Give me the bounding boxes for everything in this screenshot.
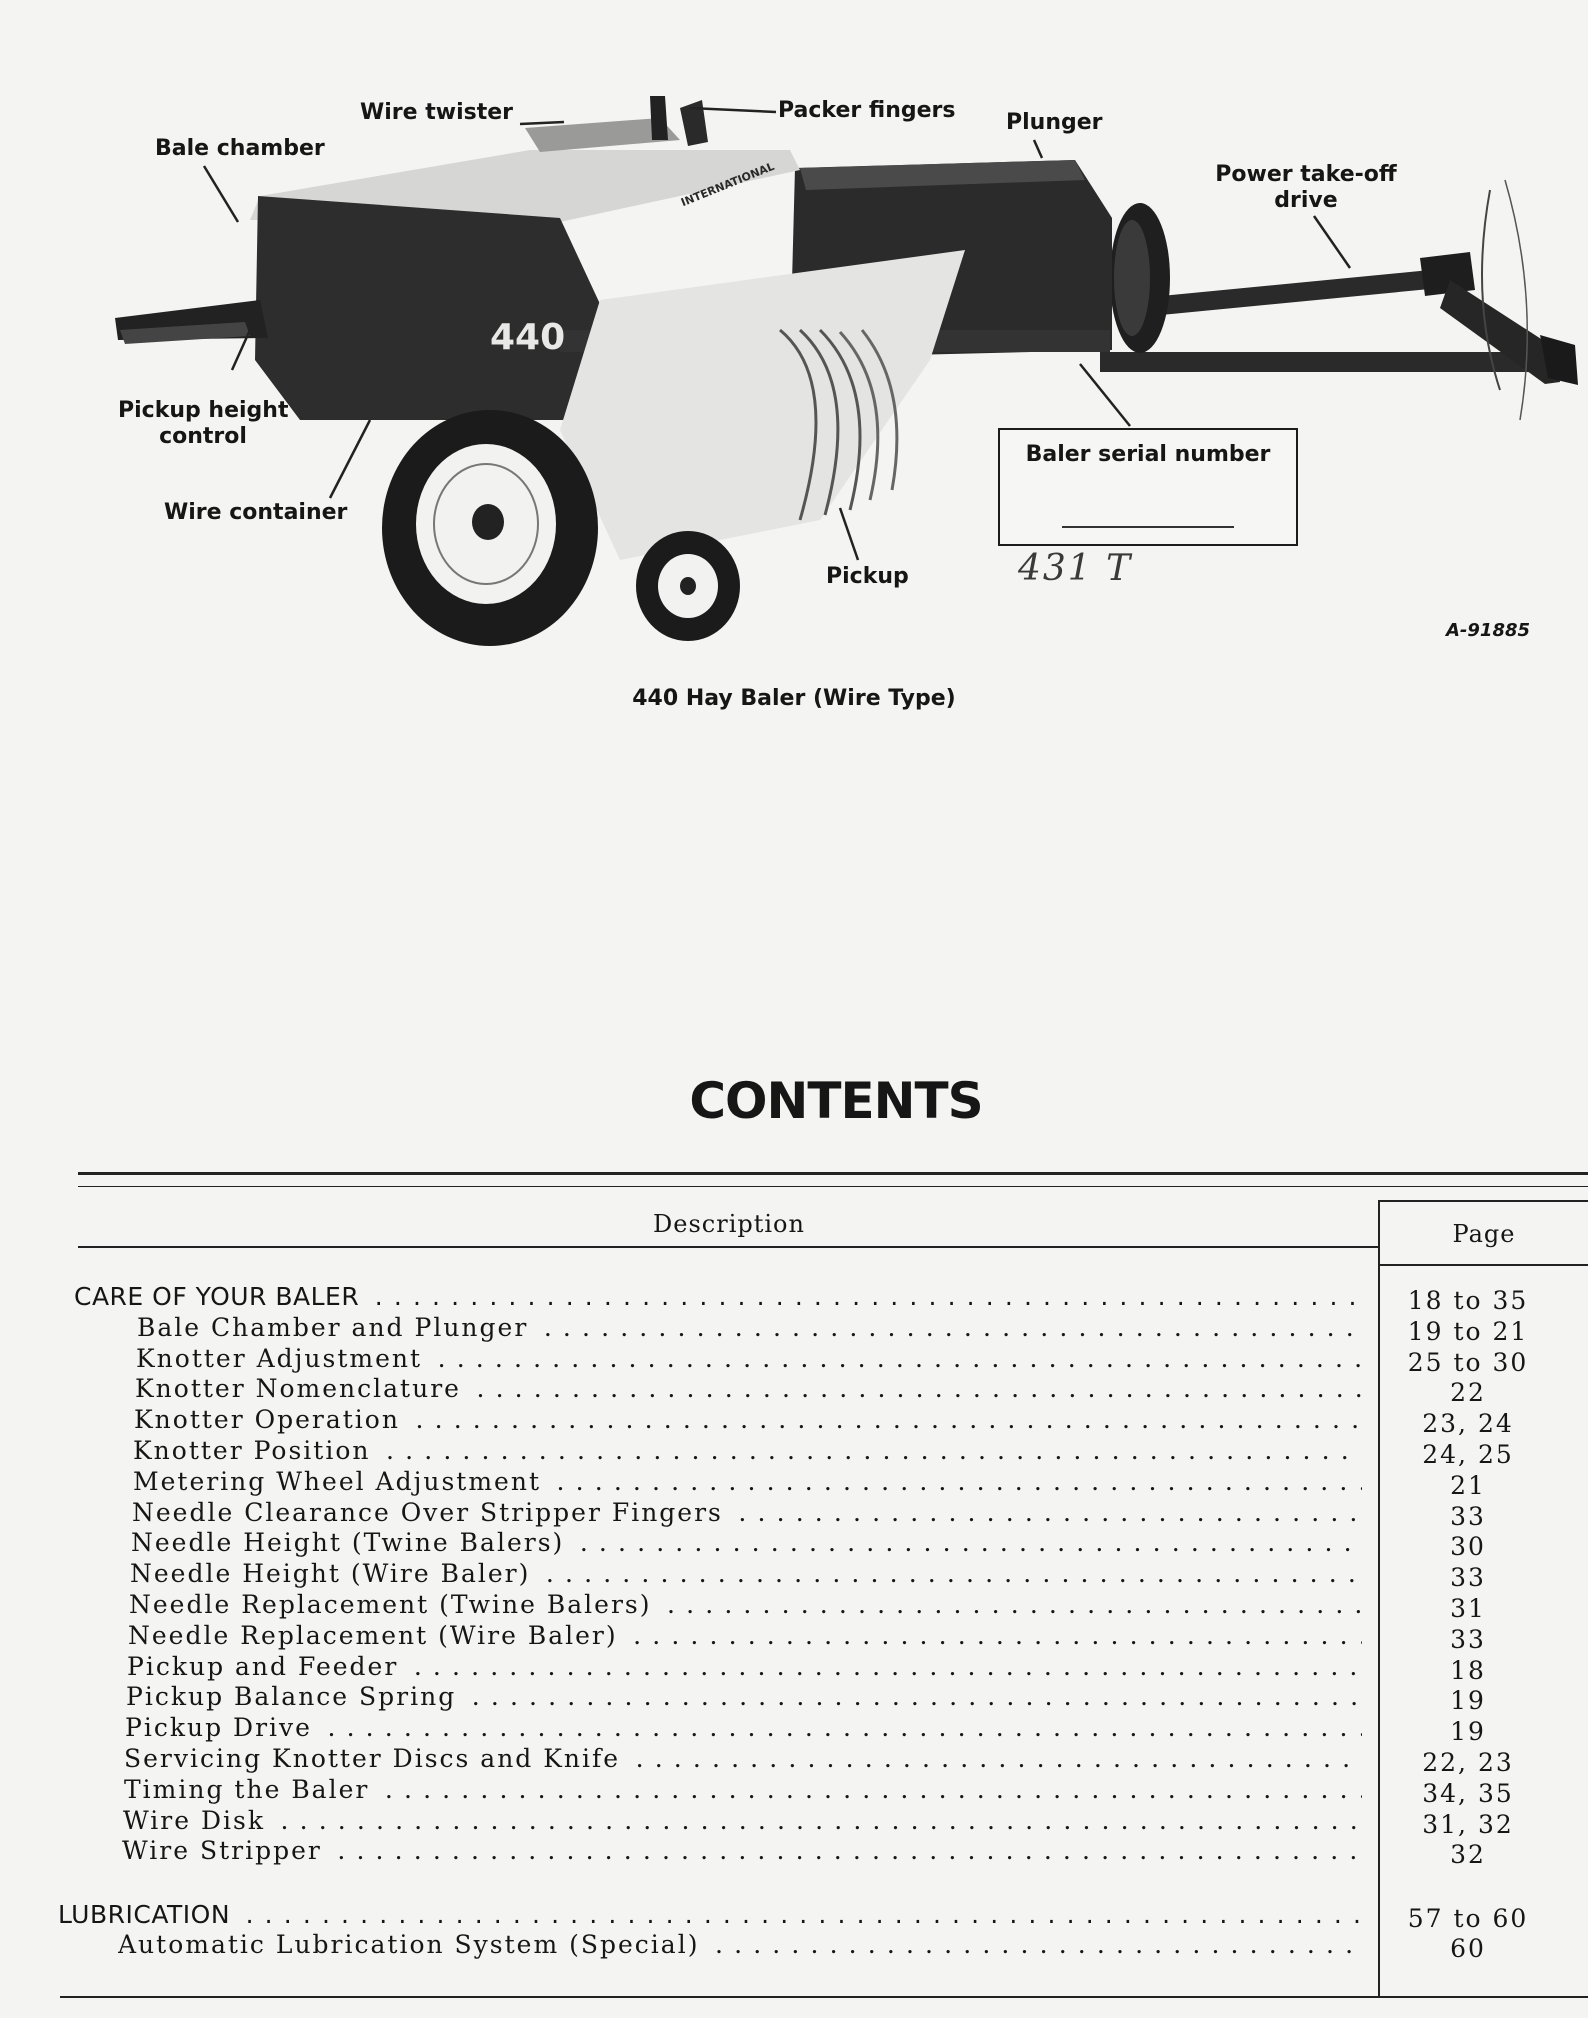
contents-entry-page: 19 to 21: [1407, 1316, 1529, 1346]
brand-lettering: INTERNATIONAL: [679, 159, 777, 210]
contents-entry-description: [128, 1621, 1362, 1651]
callout-power-takeoff-line1: Power take-off: [1215, 162, 1397, 187]
contents-entry-description: [133, 1436, 1362, 1466]
callout-pickup-height-line2: control: [159, 424, 247, 449]
contents-entry-page: 33: [1450, 1501, 1486, 1531]
contents-entry-description: [129, 1590, 1362, 1620]
contents-entry-label: Pickup Balance Spring: [126, 1682, 462, 1711]
contents-entry-page: 21: [1450, 1470, 1486, 1500]
contents-entry-description: [136, 1344, 1362, 1374]
table-top-rule: [78, 1172, 1588, 1175]
contents-entry-row: [0, 1774, 1588, 1808]
contents-entry-label: CARE OF YOUR BALER: [74, 1282, 365, 1311]
baler-illustration: [0, 0, 1588, 740]
contents-section-row: [0, 1282, 1588, 1315]
callout-pickup-height-line1: Pickup height: [118, 398, 289, 423]
contents-entry-label: Wire Disk: [123, 1806, 271, 1835]
contents-entry-page: 22: [1450, 1378, 1486, 1408]
contents-entry-description: [122, 1836, 1362, 1866]
contents-entry-page: 34, 35: [1422, 1778, 1514, 1808]
contents-entry-label: Knotter Position: [133, 1436, 377, 1465]
contents-entry-page: 18: [1450, 1655, 1486, 1685]
contents-entry-description: [58, 1900, 1362, 1930]
column-header-page: Page: [1452, 1220, 1516, 1248]
contents-entry-page: 32: [1450, 1840, 1486, 1870]
contents-entry-label: Pickup Drive: [125, 1713, 318, 1742]
contents-title: CONTENTS: [689, 1072, 983, 1130]
contents-entry-row: [0, 1312, 1588, 1346]
page-column-top-rule: [1378, 1200, 1588, 1202]
contents-entry-row: [0, 1620, 1588, 1654]
contents-entry-label: Needle Height (Wire Baler): [130, 1559, 536, 1588]
contents-entry-row: [0, 1497, 1588, 1531]
contents-entry-page: 31, 32: [1422, 1809, 1514, 1839]
contents-entry-description: [134, 1405, 1362, 1435]
contents-entry-label: Metering Wheel Adjustment: [133, 1467, 547, 1496]
contents-entry-label: Timing the Baler: [124, 1775, 375, 1804]
callout-pickup-height: [118, 398, 288, 450]
contents-entry-page: 19: [1450, 1686, 1486, 1716]
contents-entry-description: [127, 1652, 1362, 1682]
contents-entry-page: 19: [1450, 1717, 1486, 1747]
callout-bale-chamber: Bale chamber: [155, 136, 325, 161]
contents-entry-label: Bale Chamber and Plunger: [137, 1313, 534, 1342]
contents-entry-description: [124, 1744, 1362, 1774]
callout-pickup: Pickup: [826, 564, 909, 589]
callout-wire-twister: Wire twister: [360, 100, 514, 125]
contents-entry-row: [0, 1682, 1588, 1716]
contents-entry-page: 60: [1450, 1934, 1486, 1963]
contents-entry-description: [74, 1282, 1362, 1312]
contents-entry-label: Knotter Adjustment: [136, 1344, 428, 1373]
contents-entry-description: [137, 1313, 1362, 1343]
contents-entry-label: Needle Clearance Over Stripper Fingers: [132, 1498, 729, 1527]
contents-entry-row: [0, 1466, 1588, 1500]
contents-entry-row: [0, 1559, 1588, 1593]
contents-entry-page: 24, 25: [1422, 1440, 1514, 1469]
contents-entry-description: [118, 1930, 1362, 1960]
serial-number-label: Baler serial number: [1025, 442, 1271, 467]
contents-entry-page: 18 to 35: [1407, 1286, 1529, 1315]
contents-entry-label: Needle Replacement (Wire Baler): [128, 1621, 624, 1650]
contents-entry-row: [0, 1744, 1588, 1777]
contents-entry-row: [0, 1713, 1588, 1747]
contents-entry-page: 23, 24: [1422, 1409, 1514, 1439]
contents-entry-description: [126, 1682, 1362, 1712]
contents-entry-row: [0, 1651, 1588, 1685]
callout-power-takeoff: [1206, 162, 1406, 214]
contents-entry-label: Knotter Operation: [134, 1405, 406, 1434]
contents-entry-label: Needle Replacement (Twine Balers): [129, 1590, 658, 1619]
contents-entry-description: [135, 1374, 1362, 1404]
contents-entry-page: 57 to 60: [1407, 1904, 1529, 1933]
contents-entry-page: 25 to 30: [1407, 1347, 1529, 1377]
table-top-rule-thin: [78, 1186, 1588, 1187]
contents-entry-page: 22, 23: [1422, 1748, 1514, 1777]
callout-packer-fingers: Packer fingers: [778, 98, 956, 123]
contents-entry-description: [132, 1498, 1362, 1528]
table-bottom-rule: [60, 1996, 1588, 1998]
contents-entry-row: [0, 1930, 1588, 1963]
figure-caption: 440 Hay Baler (Wire Type): [632, 686, 956, 711]
contents-entry-row: [0, 1805, 1588, 1839]
contents-entry-row: [0, 1836, 1588, 1870]
callout-plunger: Plunger: [1006, 110, 1103, 135]
contents-entry-label: Wire Stripper: [122, 1836, 328, 1865]
callout-power-takeoff-line2: drive: [1274, 188, 1338, 213]
contents-entry-description: [131, 1528, 1362, 1558]
contents-entry-label: LUBRICATION: [58, 1900, 236, 1929]
contents-entry-description: [124, 1775, 1362, 1805]
contents-entry-row: [0, 1374, 1588, 1408]
contents-entry-label: Servicing Knotter Discs and Knife: [124, 1744, 626, 1773]
contents-entry-page: 30: [1450, 1532, 1486, 1562]
figure-code: A-91885: [1446, 620, 1531, 641]
handwritten-serial: 431 T: [1018, 548, 1133, 589]
contents-entry-page: 33: [1450, 1563, 1486, 1593]
contents-entry-description: [130, 1559, 1362, 1589]
header-bottom-rule-page: [1378, 1264, 1588, 1266]
contents-entry-row: [0, 1405, 1588, 1439]
contents-entry-page: 31: [1450, 1594, 1486, 1623]
contents-entry-row: [0, 1343, 1588, 1377]
contents-entry-description: [125, 1713, 1362, 1743]
contents-entry-page: 33: [1450, 1624, 1486, 1654]
contents-entry-row: [0, 1590, 1588, 1623]
contents-section-row: [0, 1900, 1588, 1933]
serial-number-box: [998, 428, 1298, 546]
contents-entry-row: [0, 1436, 1588, 1469]
contents-entry-description: [133, 1467, 1362, 1497]
header-bottom-rule-desc: [78, 1246, 1378, 1248]
serial-number-rule: [1062, 526, 1234, 528]
contents-entry-label: Automatic Lubrication System (Special): [118, 1930, 705, 1959]
contents-entry-label: Knotter Nomenclature: [135, 1374, 467, 1403]
contents-entry-label: Pickup and Feeder: [127, 1652, 404, 1681]
model-number: 440: [490, 317, 566, 358]
column-header-description: Description: [653, 1210, 805, 1238]
callout-wire-container: Wire container: [164, 500, 348, 525]
contents-entry-row: [0, 1528, 1588, 1562]
contents-entry-description: [123, 1806, 1362, 1836]
contents-entry-label: Needle Height (Twine Balers): [131, 1528, 570, 1557]
